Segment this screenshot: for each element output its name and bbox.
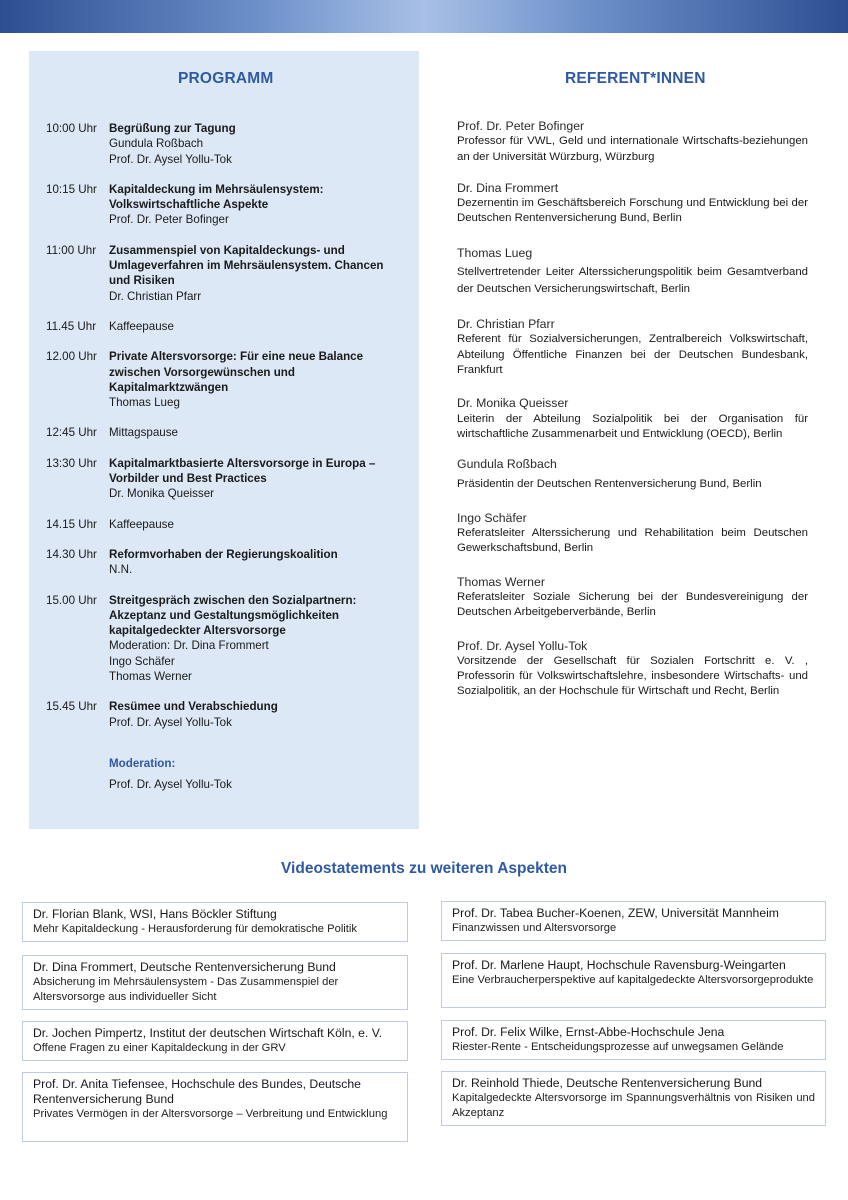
referent-description: Leiterin der Abteilung Sozialpolitik bei der Organisation für wirtschaftliche Zusammenarbeit und Entwicklung (OECD), Berlin (457, 412, 808, 440)
programm-title: Reformvorhaben der Regierungskoalition (109, 547, 338, 561)
video-card (22, 955, 408, 1010)
referent-entry (457, 246, 808, 298)
programm-title: Resümee und Verabschiedung (109, 700, 278, 714)
video-card (441, 1071, 826, 1126)
referent-entry (457, 317, 808, 378)
moderation-label: Moderation: (109, 756, 176, 770)
referent-name: Prof. Dr. Peter Bofinger (457, 119, 585, 133)
programm-time: 15.45 Uhr (46, 700, 97, 714)
referent-name: Dr. Christian Pfarr (457, 317, 555, 332)
referent-entry (457, 575, 808, 621)
referenten-heading: REFERENT*INNEN (565, 70, 706, 87)
video-speaker: Prof. Dr. Tabea Bucher-Koenen, ZEW, Universität Mannheim (452, 906, 779, 920)
referent-name: Prof. Dr. Aysel Yollu-Tok (457, 638, 588, 653)
programm-item (46, 319, 396, 334)
video-card (441, 953, 826, 1008)
programm-break: Mittagspause (109, 426, 178, 440)
video-topic: Offene Fragen zu einer Kapitaldeckung in der GRV (33, 1042, 286, 1054)
referent-entry (457, 119, 808, 165)
programm-item (46, 517, 396, 532)
programm-person: Gundula Roßbach (109, 137, 204, 151)
referent-entry (457, 639, 808, 700)
programm-time: 14.15 Uhr (46, 517, 97, 531)
programm-person: Dr. Monika Queisser (109, 487, 215, 501)
video-topic: Eine Verbraucherperspektive auf kapitalgedeckte Altersvorsorgeprodukte (452, 974, 814, 986)
programm-title: Zusammenspiel von Kapitaldeckungs- und Umlageverfahren im Mehrsäulensystem. Chancen und Risiken (109, 243, 384, 288)
programm-person: Prof. Dr. Peter Bofinger (109, 213, 229, 227)
programm-time: 12.00 Uhr (46, 350, 97, 364)
referent-description: Referatsleiter Alterssicherung und Rehabilitation beim Deutschen Gewerkschaftsbund, Berlin (457, 527, 808, 555)
referent-entry (457, 511, 808, 557)
referent-name: Dr. Dina Frommert (457, 180, 559, 195)
video-heading: Videostatements zu weiteren Aspekten (281, 860, 567, 877)
referent-name: Thomas Lueg (457, 245, 533, 260)
programm-break: Kaffeepause (109, 319, 174, 333)
video-speaker: Prof. Dr. Felix Wilke, Ernst-Abbe-Hochschule Jena (452, 1025, 725, 1039)
video-card (441, 1020, 826, 1060)
programm-item (46, 456, 396, 502)
video-topic: Absicherung im Mehrsäulensystem - Das Zusammenspiel der Altersvorsorge aus individueller Sicht (33, 976, 339, 1003)
video-speaker: Dr. Jochen Pimpertz, Institut der deutschen Wirtschaft Köln, e. V. (33, 1026, 383, 1040)
programm-time: 11.45 Uhr (46, 319, 97, 333)
programm-heading: PROGRAMM (178, 70, 274, 87)
referent-entry (457, 457, 808, 493)
video-topic: Privates Vermögen in der Altersvorsorge – Verbreitung und Entwicklung (33, 1108, 388, 1120)
programm-title: Streitgespräch zwischen den Sozialpartnern: Akzeptanz und Gestaltungsmöglichkeiten kapitalgedeckter Altersvorsorge (109, 593, 357, 638)
video-topic: Mehr Kapitaldeckung - Herausforderung für demokratische Politik (33, 923, 357, 935)
programm-title: Kapitalmarktbasierte Altersvorsorge in Europa – Vorbilder und Best Practices (109, 456, 376, 486)
programm-person: Moderation: Dr. Dina Frommert (109, 639, 269, 653)
programm-time: 10:15 Uhr (46, 182, 97, 196)
programm-item (46, 425, 396, 440)
video-card (22, 1072, 408, 1142)
programm-time: 12:45 Uhr (46, 426, 97, 440)
video-card (441, 901, 826, 941)
referent-entry (457, 181, 808, 227)
programm-title: Private Altersvorsorge: Für eine neue Balance zwischen Vorsorgewünschen und Kapitalmarktzwängen (109, 350, 364, 394)
programm-person: Prof. Dr. Aysel Yollu-Tok (109, 715, 232, 729)
referent-description: Professor für VWL, Geld und internationale Wirtschafts-beziehungen an der Universität Würzburg, Würzburg (457, 135, 808, 163)
programm-person: Thomas Werner (109, 670, 192, 684)
referent-name: Gundula Roßbach (457, 457, 557, 472)
programm-item (46, 547, 396, 578)
programm-item (46, 699, 396, 730)
programm-title: Kapitaldeckung im Mehrsäulensystem: Volkswirtschaftliche Aspekte (109, 182, 324, 212)
programm-list (46, 121, 396, 793)
referent-description: Präsidentin der Deutschen Rentenversicherung Bund, Berlin (457, 478, 762, 491)
referent-name: Dr. Monika Queisser (457, 396, 569, 411)
programm-person: Ingo Schäfer (109, 654, 175, 668)
video-speaker: Prof. Dr. Marlene Haupt, Hochschule Ravensburg-Weingarten (452, 958, 786, 972)
referent-description: Dezernentin im Geschäftsbereich Forschung und Entwicklung bei der Deutschen Rentenversicherung Bund, Berlin (457, 197, 808, 225)
video-topic: Riester-Rente - Entscheidungsprozesse auf unwegsamen Gelände (452, 1041, 784, 1053)
referent-name: Ingo Schäfer (457, 510, 527, 525)
header-gradient-band (0, 0, 848, 33)
programm-item (46, 593, 396, 685)
referent-entry (457, 396, 808, 442)
referenten-list (457, 119, 808, 700)
programm-time: 15.00 Uhr (46, 593, 97, 607)
video-speaker: Dr. Florian Blank, WSI, Hans Böckler Stiftung (33, 907, 277, 921)
moderation-name: Prof. Dr. Aysel Yollu-Tok (109, 778, 232, 792)
video-speaker: Dr. Reinhold Thiede, Deutsche Rentenversicherung Bund (452, 1076, 763, 1090)
programm-time: 10:00 Uhr (46, 122, 97, 135)
programm-person: Prof. Dr. Aysel Yollu-Tok (109, 152, 232, 166)
programm-item (46, 349, 396, 410)
programm-person: Thomas Lueg (109, 396, 180, 410)
programm-time: 13:30 Uhr (46, 456, 97, 470)
referent-name: Thomas Werner (457, 574, 545, 589)
programm-time: 11:00 Uhr (46, 243, 97, 257)
referent-description: Referatsleiter Soziale Sicherung bei der Bundesvereinigung der Deutschen Arbeitgeberverbände, Berlin (457, 590, 808, 619)
video-speaker: Dr. Dina Frommert, Deutsche Rentenversicherung Bund (33, 960, 336, 974)
programm-item (46, 182, 396, 228)
programm-time: 14.30 Uhr (46, 547, 97, 561)
video-speaker: Prof. Dr. Anita Tiefensee, Hochschule des Bundes, Deutsche Rentenversicherung Bund (33, 1077, 361, 1106)
referent-description: Stellvertretender Leiter Alterssicherungspolitik beim Gesamtverband der Deutschen Versicherungswirtschaft, Berlin (457, 266, 808, 296)
programm-break: Kaffeepause (109, 517, 174, 531)
programm-person: Dr. Christian Pfarr (109, 289, 202, 303)
programm-item (46, 243, 396, 304)
video-topic: Finanzwissen und Altersvorsorge (452, 922, 617, 934)
programm-person: N.N. (109, 563, 133, 577)
referent-description: Vorsitzende der Gesellschaft für Sozialen Fortschritt e. V. , Professorin für Volkswirtschaftslehre, insbesondere Wirtschafts- und Sozialpolitik, an der Hochschule für Wirtschaft und Recht, Berlin (457, 654, 808, 698)
video-topic: Kapitalgedeckte Altersvorsorge im Spannungsverhältnis von Risiken und Akzeptanz (452, 1092, 815, 1119)
programm-title: Begrüßung zur Tagung (109, 122, 236, 135)
video-card (22, 1021, 408, 1061)
video-card (22, 902, 408, 942)
referent-description: Referent für Sozialversicherungen, Zentralbereich Volkswirtschaft, Abteilung Öffentliche Finanzen bei der Deutschen Bundesbank, Frankfurt (457, 333, 808, 376)
programm-item (46, 121, 396, 167)
